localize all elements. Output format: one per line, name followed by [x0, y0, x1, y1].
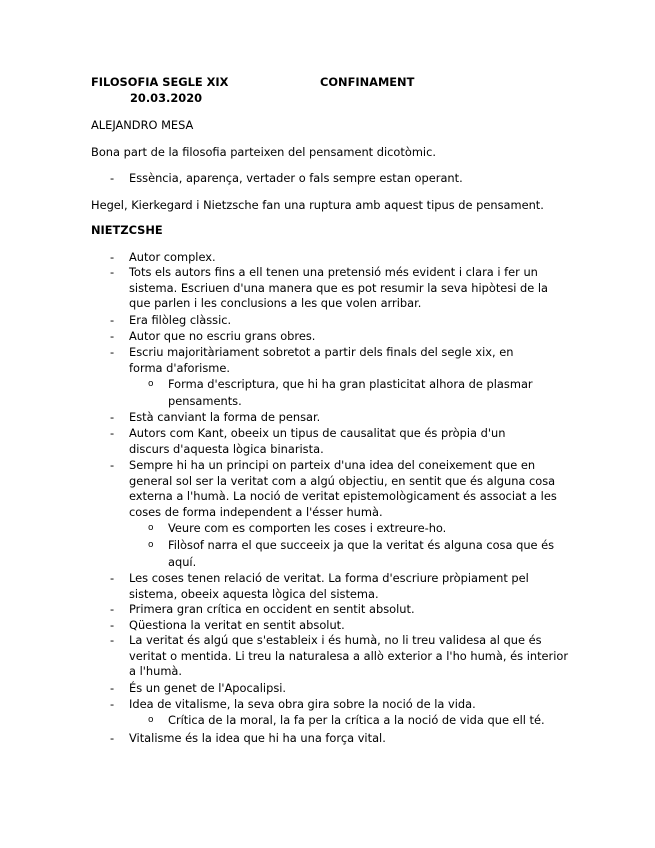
list-item: Escriu majoritàriament sobretot a partir dels finals del segle xix, en forma d'aforisme.	[129, 345, 514, 375]
section-heading: NIETZCSHE	[91, 223, 163, 237]
intro-paragraph: Bona part de la filosofia parteixen del pensament dicotòmic.	[91, 145, 436, 159]
circle-bullet-marker: o	[148, 540, 154, 550]
dash-bullet-marker: -	[110, 681, 115, 695]
document-date: 20.03.2020	[130, 91, 203, 105]
list-item: Vitalisme és la idea que hi ha una força vital.	[129, 731, 386, 745]
list-item: La veritat és algú que s'estableix i és humà, no li treu validesa al que és veritat o mentida. Li treu la naturalesa a allò exterior a l'ho humà, és interior a l'humà.	[129, 633, 569, 679]
circle-bullet-marker: o	[148, 523, 154, 533]
course-title: FILOSOFIA SEGLE XIX	[91, 75, 229, 89]
circle-bullet-marker: o	[148, 379, 154, 389]
dash-bullet-marker: -	[110, 171, 115, 185]
list-item: Primera gran crítica en occident en sentit absolut.	[129, 602, 415, 616]
dash-bullet-marker: -	[110, 250, 115, 264]
dash-bullet-marker: -	[110, 410, 115, 424]
list-item: Era filòleg clàssic.	[129, 313, 232, 327]
dash-bullet-marker: -	[110, 426, 115, 440]
sub-list-item: Filòsof narra el que succeeix ja que la veritat és alguna cosa que és aquí.	[168, 538, 555, 569]
sub-list-item: Veure com es comporten les coses i extreure-ho.	[168, 521, 447, 535]
list-item: Autor complex.	[129, 250, 216, 264]
list-item: Sempre hi ha un principi on parteix d'una idea del coneixement que en general sol ser la veritat com a algú objectiu, en sentit que és alguna cosa externa a l'humà. La noció de veritat epistemològicament és associat a les coses de forma independent a l'ésser humà.	[129, 458, 557, 520]
dash-bullet-marker: -	[110, 633, 115, 647]
list-item: Qüestiona la veritat en sentit absolut.	[129, 618, 345, 632]
topic-title: CONFINAMENT	[320, 75, 415, 89]
list-item: Autors com Kant, obeeix un tipus de causalitat que és pròpia d'un discurs d'aquesta lògica binarista.	[129, 426, 506, 456]
dash-bullet-marker: -	[110, 731, 115, 745]
dash-bullet-marker: -	[110, 618, 115, 632]
hegel-paragraph: Hegel, Kierkegard i Nietzsche fan una ruptura amb aquest tipus de pensament.	[91, 198, 544, 212]
list-item: És un genet de l'Apocalipsi.	[129, 681, 287, 695]
dash-bullet-marker: -	[110, 345, 115, 359]
dash-bullet-marker: -	[110, 265, 115, 279]
sub-list-item: Crítica de la moral, la fa per la crítica a la noció de vida que ell té.	[168, 713, 545, 727]
dash-bullet-marker: -	[110, 313, 115, 327]
sub-list-item: Forma d'escriptura, que hi ha gran plasticitat alhora de plasmar pensaments.	[168, 377, 533, 408]
dash-bullet-marker: -	[110, 697, 115, 711]
dash-bullet-marker: -	[110, 329, 115, 343]
list-item: Autor que no escriu grans obres.	[129, 329, 316, 343]
circle-bullet-marker: o	[148, 715, 154, 725]
intro-bullet: Essència, aparença, vertader o fals sempre estan operant.	[129, 171, 463, 185]
list-item: Idea de vitalisme, la seva obra gira sobre la noció de la vida.	[129, 697, 476, 711]
dash-bullet-marker: -	[110, 571, 115, 585]
dash-bullet-marker: -	[110, 458, 115, 472]
list-item: Les coses tenen relació de veritat. La forma d'escriure pròpiament pel sistema, obeeix aquesta lògica del sistema.	[129, 571, 529, 601]
list-item: Està canviant la forma de pensar.	[129, 410, 321, 424]
author-name: ALEJANDRO MESA	[91, 118, 194, 132]
dash-bullet-marker: -	[110, 602, 115, 616]
list-item: Tots els autors fins a ell tenen una pretensió més evident i clara i fer un sistema. Escriuen d'una manera que es pot resumir la seva hipòtesi de la que parlen i les conclusions a les que volen arribar.	[129, 265, 549, 311]
